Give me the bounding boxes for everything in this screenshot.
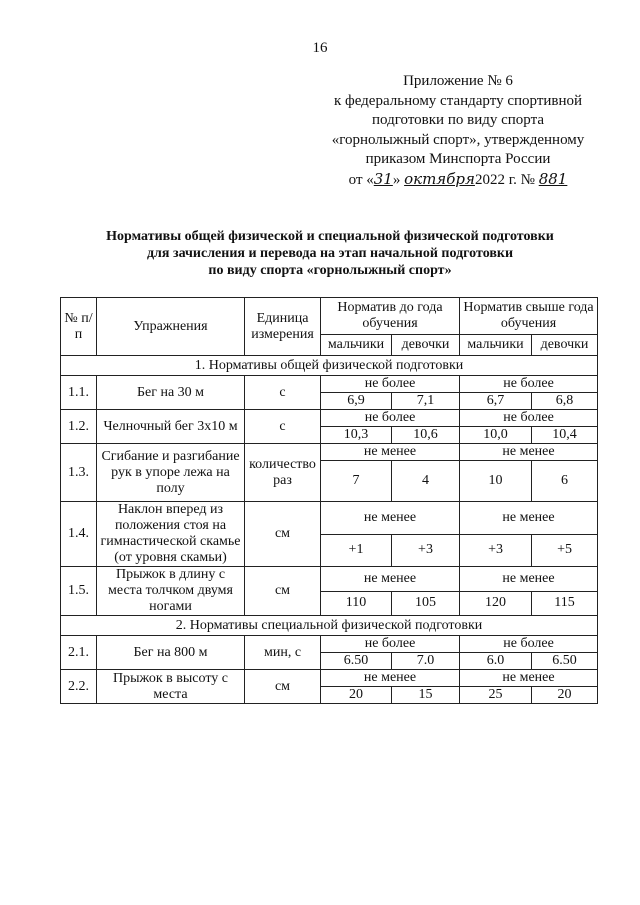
row-unit: количество раз — [245, 444, 321, 502]
appendix-line: приказом Минспорта России — [365, 151, 551, 167]
table-row — [61, 376, 598, 393]
value-cell: 6,7 — [460, 393, 532, 410]
row-condition: не менее — [460, 567, 598, 592]
value-cell: 4 — [392, 461, 460, 502]
title-line: Нормативы общей физической и специальной физической подготовки — [106, 229, 554, 244]
value-cell: 10,6 — [392, 427, 460, 444]
row-exercise: Прыжок в высоту с места — [97, 670, 245, 704]
row-exercise: Наклон вперед из положения стоя на гимнастической скамье (от уровня скамьи) — [97, 502, 245, 567]
value-cell: 15 — [392, 687, 460, 704]
row-num: 1.4. — [61, 502, 97, 567]
header-girls: девочки — [532, 335, 598, 356]
row-unit: с — [245, 410, 321, 444]
value-cell: 6.0 — [460, 653, 532, 670]
row-condition: не более — [321, 636, 460, 653]
value-cell: 110 — [321, 591, 392, 616]
row-num: 1.3. — [61, 444, 97, 502]
header-norm-first-year: Норматив до года обучения — [321, 298, 460, 335]
table-row — [61, 567, 598, 592]
header-norm-after-year: Норматив свыше года обучения — [460, 298, 598, 335]
value-cell: 10,3 — [321, 427, 392, 444]
section-title: 2. Нормативы специальной физической подготовки — [61, 616, 598, 636]
row-condition: не менее — [321, 670, 460, 687]
header-unit: Единица измерения — [245, 298, 321, 356]
title-line: по виду спорта «горнолыжный спорт» — [208, 263, 452, 278]
row-condition: не менее — [460, 502, 598, 535]
row-exercise: Бег на 30 м — [97, 376, 245, 410]
table-row — [61, 410, 598, 427]
value-cell: 20 — [532, 687, 598, 704]
value-cell: 105 — [392, 591, 460, 616]
row-num: 2.1. — [61, 636, 97, 670]
value-cell: 10,4 — [532, 427, 598, 444]
appendix-line: Приложение № 6 — [403, 73, 513, 89]
date-mid: » — [392, 171, 405, 188]
row-condition: не менее — [460, 670, 598, 687]
row-num: 1.5. — [61, 567, 97, 616]
value-cell: 7 — [321, 461, 392, 502]
table-row — [61, 636, 598, 653]
row-condition: не менее — [460, 444, 598, 461]
value-cell: 7,1 — [392, 393, 460, 410]
appendix-line: подготовки по виду спорта — [372, 112, 544, 128]
value-cell: +3 — [392, 534, 460, 567]
row-condition: не менее — [321, 444, 460, 461]
value-cell: +3 — [460, 534, 532, 567]
row-num: 2.2. — [61, 670, 97, 704]
title-line: для зачисления и перевода на этап начальной подготовки — [146, 246, 514, 261]
value-cell: 115 — [532, 591, 598, 616]
handwritten-day: 31 — [373, 169, 393, 188]
row-condition: не менее — [321, 567, 460, 592]
value-cell: 10 — [460, 461, 532, 502]
row-num: 1.1. — [61, 376, 97, 410]
norms-table — [60, 297, 598, 704]
date-prefix: от « — [348, 171, 374, 188]
value-cell: 7.0 — [392, 653, 460, 670]
document-title — [60, 228, 600, 279]
appendix-line: к федеральному стандарту спортивной — [333, 92, 583, 109]
appendix-line: «горнолыжный спорт», утвержденному — [331, 131, 585, 148]
handwritten-order-number: 881 — [538, 169, 568, 188]
row-condition: не более — [321, 410, 460, 427]
row-unit: мин, с — [245, 636, 321, 670]
row-condition: не менее — [321, 502, 460, 535]
value-cell: 6 — [532, 461, 598, 502]
handwritten-month: октября — [404, 169, 475, 188]
appendix-header — [308, 72, 608, 190]
row-exercise: Прыжок в длину с места толчком двумя ногами — [97, 567, 245, 616]
value-cell: 6,9 — [321, 393, 392, 410]
table-row — [61, 444, 598, 461]
value-cell: 10,0 — [460, 427, 532, 444]
row-condition: не более — [460, 410, 598, 427]
row-unit: см — [245, 567, 321, 616]
value-cell: 20 — [321, 687, 392, 704]
row-condition: не более — [321, 376, 460, 393]
value-cell: 25 — [460, 687, 532, 704]
value-cell: 6,8 — [532, 393, 598, 410]
row-exercise: Челночный бег 3х10 м — [97, 410, 245, 444]
page-number: 16 — [312, 40, 328, 56]
header-exercise: Упражнения — [97, 298, 245, 356]
section-row — [61, 356, 598, 376]
table-row — [61, 670, 598, 687]
section-row — [61, 616, 598, 636]
row-num: 1.2. — [61, 410, 97, 444]
date-year: 2022 г. № — [474, 171, 539, 188]
value-cell: +1 — [321, 534, 392, 567]
header-girls: девочки — [392, 335, 460, 356]
row-exercise: Сгибание и разгибание рук в упоре лежа на полу — [97, 444, 245, 502]
header-boys: мальчики — [460, 335, 532, 356]
header-boys: мальчики — [321, 335, 392, 356]
table-header-row — [61, 298, 598, 335]
order-date-line — [308, 170, 608, 191]
section-title: 1. Нормативы общей физической подготовки — [61, 356, 598, 376]
row-exercise: Бег на 800 м — [97, 636, 245, 670]
row-unit: см — [245, 670, 321, 704]
value-cell: 120 — [460, 591, 532, 616]
header-num: № п/п — [61, 298, 97, 356]
value-cell: 6.50 — [321, 653, 392, 670]
row-unit: см — [245, 502, 321, 567]
table-row — [61, 502, 598, 535]
value-cell: +5 — [532, 534, 598, 567]
row-condition: не более — [460, 636, 598, 653]
row-unit: с — [245, 376, 321, 410]
value-cell: 6.50 — [532, 653, 598, 670]
row-condition: не более — [460, 376, 598, 393]
